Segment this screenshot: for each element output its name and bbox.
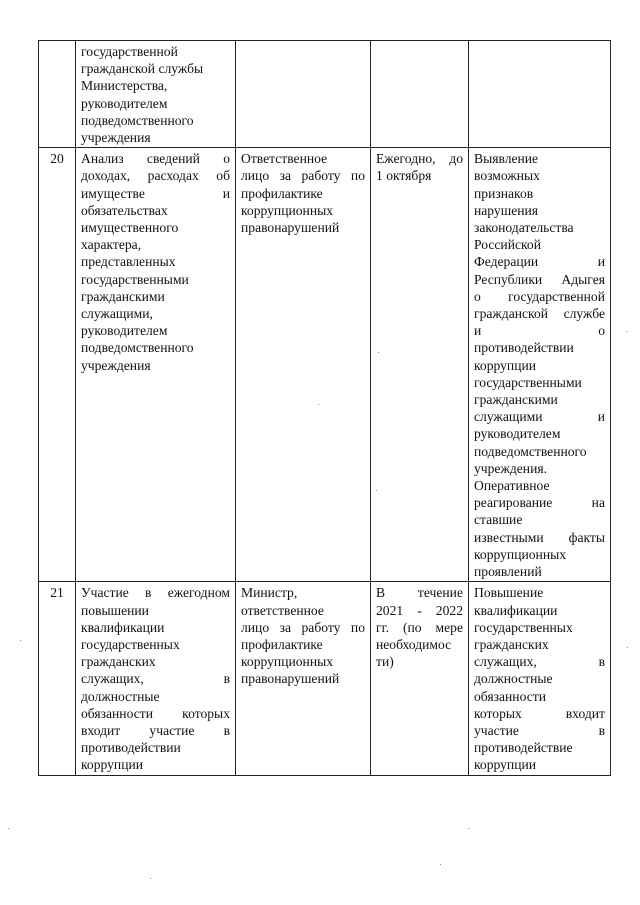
cell-text-line: гг. (по мере: [376, 619, 463, 635]
cell-text-line: противодействии: [474, 340, 574, 356]
scan-speck: [468, 828, 469, 829]
cell-text-line: правонарушений: [241, 671, 340, 687]
cell-text-line: государственных: [81, 636, 180, 652]
cell-text-line: Оперативное: [474, 478, 550, 494]
cell-text-line: должностные: [81, 688, 160, 704]
cell-text-line: участие в: [474, 722, 605, 738]
cell-text-line: коррупционных: [241, 654, 334, 670]
cell-text-line: обязанности которых: [81, 705, 230, 721]
scan-speck: [626, 331, 627, 332]
cell-text-line: входит участие в: [81, 722, 230, 738]
table-row: [39, 582, 611, 776]
cell-text-line: 2021 - 2022: [376, 602, 463, 618]
responsible-cell: [236, 582, 371, 776]
cell-text-line: имущественного: [81, 220, 179, 236]
cell-text-line: гражданскими: [474, 392, 558, 408]
cell-text-line: Ежегодно, до: [376, 151, 463, 167]
cell-text-line: В течение: [376, 585, 463, 601]
cell-text-line: коррупции: [474, 757, 537, 773]
cell-text-line: коррупционных: [474, 546, 567, 562]
cell-text-line: правонарушений: [241, 220, 340, 236]
row-number: 21: [39, 582, 76, 776]
cell-text-line: Российской: [474, 237, 541, 253]
cell-text-line: государственными: [474, 374, 582, 390]
cell-text-line: учреждения: [81, 130, 151, 146]
scan-speck: [20, 640, 21, 641]
row-number: [39, 41, 76, 148]
cell-text-line: о государственной: [474, 288, 605, 304]
cell-text-line: Анализ сведений о: [81, 151, 230, 167]
cell-text-line: гражданских: [474, 636, 549, 652]
responsible-cell: [236, 41, 371, 148]
cell-text-line: должностные: [474, 671, 553, 687]
cell-text-line: известными факты: [474, 529, 605, 545]
cell-text-line: Выявление: [474, 151, 539, 167]
plan-table: [38, 40, 611, 776]
cell-text-line: учреждения.: [474, 460, 548, 476]
deadline-cell: [371, 41, 469, 148]
cell-text-line: профилактике: [241, 636, 323, 652]
cell-text-line: 1 октября: [376, 168, 432, 184]
cell-text-line: государственных: [474, 619, 573, 635]
cell-text-line: подведомственного: [81, 112, 194, 128]
cell-text-line: гражданскими: [81, 288, 165, 304]
cell-text-line: обязательствах: [81, 202, 168, 218]
cell-text-line: руководителем: [474, 426, 561, 442]
scan-speck: [376, 490, 377, 491]
cell-text-line: гражданской службе: [474, 306, 605, 322]
cell-text-line: обязанности: [474, 688, 546, 704]
cell-text-line: проявлений: [474, 564, 542, 580]
cell-text-line: Участие в ежегодном: [81, 585, 230, 601]
row-number: 20: [39, 148, 76, 582]
scan-speck: [440, 864, 441, 865]
cell-text-line: коррупции: [81, 757, 144, 773]
cell-text-line: служащими,: [81, 306, 153, 322]
scan-speck: [318, 404, 319, 405]
cell-text-line: реагирование на: [474, 495, 605, 511]
cell-text-line: представленных: [81, 254, 176, 270]
cell-text-line: профилактике: [241, 185, 323, 201]
cell-text-line: характера,: [81, 237, 142, 253]
cell-text-line: ти): [376, 654, 394, 670]
table-row: [39, 41, 611, 148]
cell-text-line: служащих, в: [81, 671, 230, 687]
cell-text-line: служащими и: [474, 409, 605, 425]
cell-text-line: имуществе и: [81, 185, 230, 201]
cell-text-line: ставшие: [474, 512, 523, 528]
cell-text-line: подведомственного: [81, 340, 194, 356]
result-cell: [469, 41, 611, 148]
cell-text-line: квалификации: [474, 602, 558, 618]
cell-text-line: и о: [474, 323, 605, 339]
cell-text-line: гражданской службы: [81, 61, 204, 77]
cell-text-line: коррупции: [474, 357, 537, 373]
deadline-cell: [371, 148, 469, 582]
cell-text-line: Ответственное: [241, 151, 328, 167]
result-cell: [469, 148, 611, 582]
cell-text-line: гражданских: [81, 654, 156, 670]
cell-text-line: возможных: [474, 168, 540, 184]
cell-text-line: подведомственного: [474, 443, 587, 459]
cell-text-line: противодействие: [474, 740, 573, 756]
cell-text-line: Республики Адыгея: [474, 271, 605, 287]
cell-text-line: Министр,: [241, 585, 298, 601]
activity-cell: [76, 582, 236, 776]
cell-text-line: государственной: [81, 44, 178, 59]
activity-cell: [76, 148, 236, 582]
cell-text-line: нарушения: [474, 202, 539, 218]
cell-text-line: лицо за работу по: [241, 168, 365, 184]
cell-text-line: доходах, расходах об: [81, 168, 230, 184]
scan-speck: [627, 647, 628, 648]
scan-speck: [8, 828, 9, 829]
cell-text-line: ответственное: [241, 602, 324, 618]
activity-cell: [76, 41, 236, 148]
cell-text-line: руководителем: [81, 95, 168, 111]
cell-text-line: Министерства,: [81, 78, 168, 94]
scan-speck: [150, 878, 151, 879]
cell-text-line: учреждения: [81, 357, 151, 373]
cell-text-line: руководителем: [81, 323, 168, 339]
cell-text-line: необходимос: [376, 636, 452, 652]
cell-text-line: Повышение: [474, 585, 544, 601]
cell-text-line: которых входит: [474, 705, 605, 721]
cell-text-line: государственными: [81, 271, 189, 287]
cell-text-line: квалификации: [81, 619, 165, 635]
cell-text-line: законодательства: [474, 220, 574, 236]
scan-speck: [378, 352, 379, 353]
deadline-cell: [371, 582, 469, 776]
cell-text-line: Федерации и: [474, 254, 605, 270]
cell-text-line: повышении: [81, 602, 149, 618]
cell-text-line: признаков: [474, 185, 534, 201]
cell-text-line: коррупционных: [241, 202, 334, 218]
result-cell: [469, 582, 611, 776]
table-row: [39, 148, 611, 582]
cell-text-line: противодействии: [81, 740, 181, 756]
responsible-cell: [236, 148, 371, 582]
cell-text-line: служащих, в: [474, 654, 605, 670]
cell-text-line: лицо за работу по: [241, 619, 365, 635]
